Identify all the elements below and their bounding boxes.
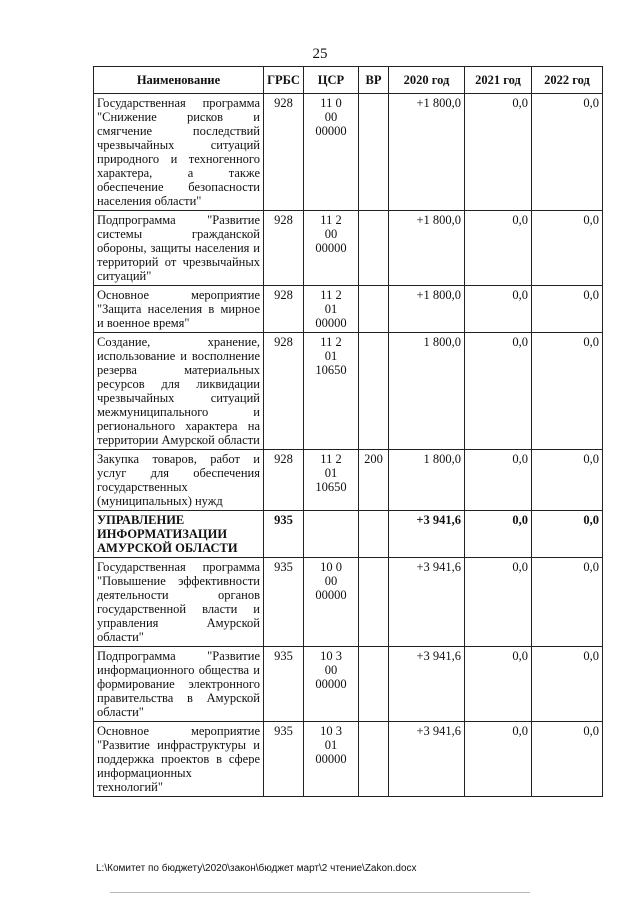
row-2022: 0,0 [532, 94, 603, 211]
csr-part: 10 3 [320, 649, 342, 663]
csr-part: 00 [324, 227, 338, 241]
csr-part: 01 [324, 349, 338, 363]
row-vr [359, 211, 389, 286]
row-name: Основное мероприятие "Защита населения в мирное и военное время" [94, 286, 264, 333]
page-number: 25 [312, 46, 328, 62]
row-2020: +3 941,6 [389, 511, 465, 558]
row-csr [304, 211, 359, 286]
row-csr [304, 511, 359, 558]
row-2021: 0,0 [465, 722, 532, 797]
csr-part: 00000 [315, 752, 347, 766]
row-2020: +1 800,0 [389, 94, 465, 211]
row-vr: 200 [359, 450, 389, 511]
row-name: Основное мероприятие "Развитие инфраструктуры и поддержка проектов в сфере информационных технологий" [94, 722, 264, 797]
header-2020: 2020 год [389, 67, 465, 94]
csr-part: 00000 [315, 316, 347, 330]
file-path-footer: L:\Комитет по бюджету\2020\закон\бюджет март\2 чтение\Zakon.docx [96, 863, 417, 874]
header-2022: 2022 год [532, 67, 603, 94]
row-csr [304, 450, 359, 511]
row-2022: 0,0 [532, 647, 603, 722]
row-grbs: 928 [264, 94, 304, 211]
row-2020: 1 800,0 [389, 333, 465, 450]
header-vr: ВР [359, 67, 389, 94]
row-name: Государственная программа "Повышение эффективности деятельности органов государственной власти и управления Амурской области" [94, 558, 264, 647]
row-grbs: 928 [264, 333, 304, 450]
csr-part: 01 [324, 302, 338, 316]
row-grbs: 928 [264, 211, 304, 286]
table-row [94, 211, 603, 286]
row-2020: +1 800,0 [389, 286, 465, 333]
row-2022: 0,0 [532, 286, 603, 333]
row-grbs: 928 [264, 286, 304, 333]
budget-table [93, 66, 603, 797]
csr-part: 10650 [315, 363, 347, 377]
csr-part: 01 [324, 466, 338, 480]
csr-part: 10650 [315, 480, 347, 494]
table-row [94, 511, 603, 558]
csr-part: 11 2 [320, 288, 342, 302]
row-grbs: 935 [264, 722, 304, 797]
row-vr [359, 722, 389, 797]
header-grbs: ГРБС [264, 67, 304, 94]
row-name: Подпрограмма "Развитие системы гражданской обороны, защиты населения и территорий от чрезвычайных ситуаций" [94, 211, 264, 286]
row-2022: 0,0 [532, 511, 603, 558]
row-2022: 0,0 [532, 211, 603, 286]
csr-part: 00 [324, 663, 338, 677]
row-csr [304, 647, 359, 722]
bottom-rule [110, 892, 530, 893]
row-2022: 0,0 [532, 558, 603, 647]
table-row [94, 647, 603, 722]
row-vr [359, 647, 389, 722]
row-vr [359, 286, 389, 333]
row-csr [304, 94, 359, 211]
row-csr [304, 558, 359, 647]
row-2022: 0,0 [532, 450, 603, 511]
row-csr [304, 333, 359, 450]
csr-part: 00000 [315, 588, 347, 602]
csr-part: 00 [324, 574, 338, 588]
header-name: Наименование [94, 67, 264, 94]
csr-part: 11 2 [320, 335, 342, 349]
csr-part: 11 2 [320, 213, 342, 227]
csr-part: 10 0 [320, 560, 342, 574]
row-2021: 0,0 [465, 647, 532, 722]
row-2020: +1 800,0 [389, 211, 465, 286]
row-name: УПРАВЛЕНИЕ ИНФОРМАТИЗАЦИИ АМУРСКОЙ ОБЛАСТИ [94, 511, 264, 558]
csr-part: 00000 [315, 124, 347, 138]
row-2021: 0,0 [465, 450, 532, 511]
row-vr [359, 511, 389, 558]
row-2022: 0,0 [532, 722, 603, 797]
row-vr [359, 333, 389, 450]
table-row [94, 286, 603, 333]
table-row [94, 333, 603, 450]
row-2020: +3 941,6 [389, 647, 465, 722]
row-name: Подпрограмма "Развитие информационного общества и формирование электронного правительства в Амурской области" [94, 647, 264, 722]
row-grbs: 935 [264, 558, 304, 647]
table-header-row [94, 67, 603, 94]
row-name: Государственная программа "Снижение рисков и смягчение последствий чрезвычайных ситуаций природного и техногенного характера, а также обеспечение безопасности населения области" [94, 94, 264, 211]
table-row [94, 94, 603, 211]
csr-part: 11 2 [320, 452, 342, 466]
csr-part: 10 3 [320, 724, 342, 738]
header-csr: ЦСР [304, 67, 359, 94]
row-2021: 0,0 [465, 211, 532, 286]
row-vr [359, 558, 389, 647]
row-2020: 1 800,0 [389, 450, 465, 511]
row-2020: +3 941,6 [389, 558, 465, 647]
csr-part: 00000 [315, 241, 347, 255]
table-row [94, 722, 603, 797]
header-2021: 2021 год [465, 67, 532, 94]
row-2021: 0,0 [465, 286, 532, 333]
row-name: Закупка товаров, работ и услуг для обеспечения государственных (муниципальных) нужд [94, 450, 264, 511]
row-grbs: 935 [264, 511, 304, 558]
csr-part: 00000 [315, 677, 347, 691]
row-csr [304, 722, 359, 797]
row-grbs: 935 [264, 647, 304, 722]
csr-part: 11 0 [320, 96, 342, 110]
table-row [94, 558, 603, 647]
table-row [94, 450, 603, 511]
row-2021: 0,0 [465, 333, 532, 450]
row-csr [304, 286, 359, 333]
row-2021: 0,0 [465, 94, 532, 211]
row-name: Создание, хранение, использование и восполнение резерва материальных ресурсов для ликвидации чрезвычайных ситуаций межмуниципального и регионального характера на территории Амурской области [94, 333, 264, 450]
row-2022: 0,0 [532, 333, 603, 450]
csr-part: 01 [324, 738, 338, 752]
row-grbs: 928 [264, 450, 304, 511]
row-2020: +3 941,6 [389, 722, 465, 797]
csr-part: 00 [324, 110, 338, 124]
row-2021: 0,0 [465, 511, 532, 558]
row-2021: 0,0 [465, 558, 532, 647]
row-vr [359, 94, 389, 211]
